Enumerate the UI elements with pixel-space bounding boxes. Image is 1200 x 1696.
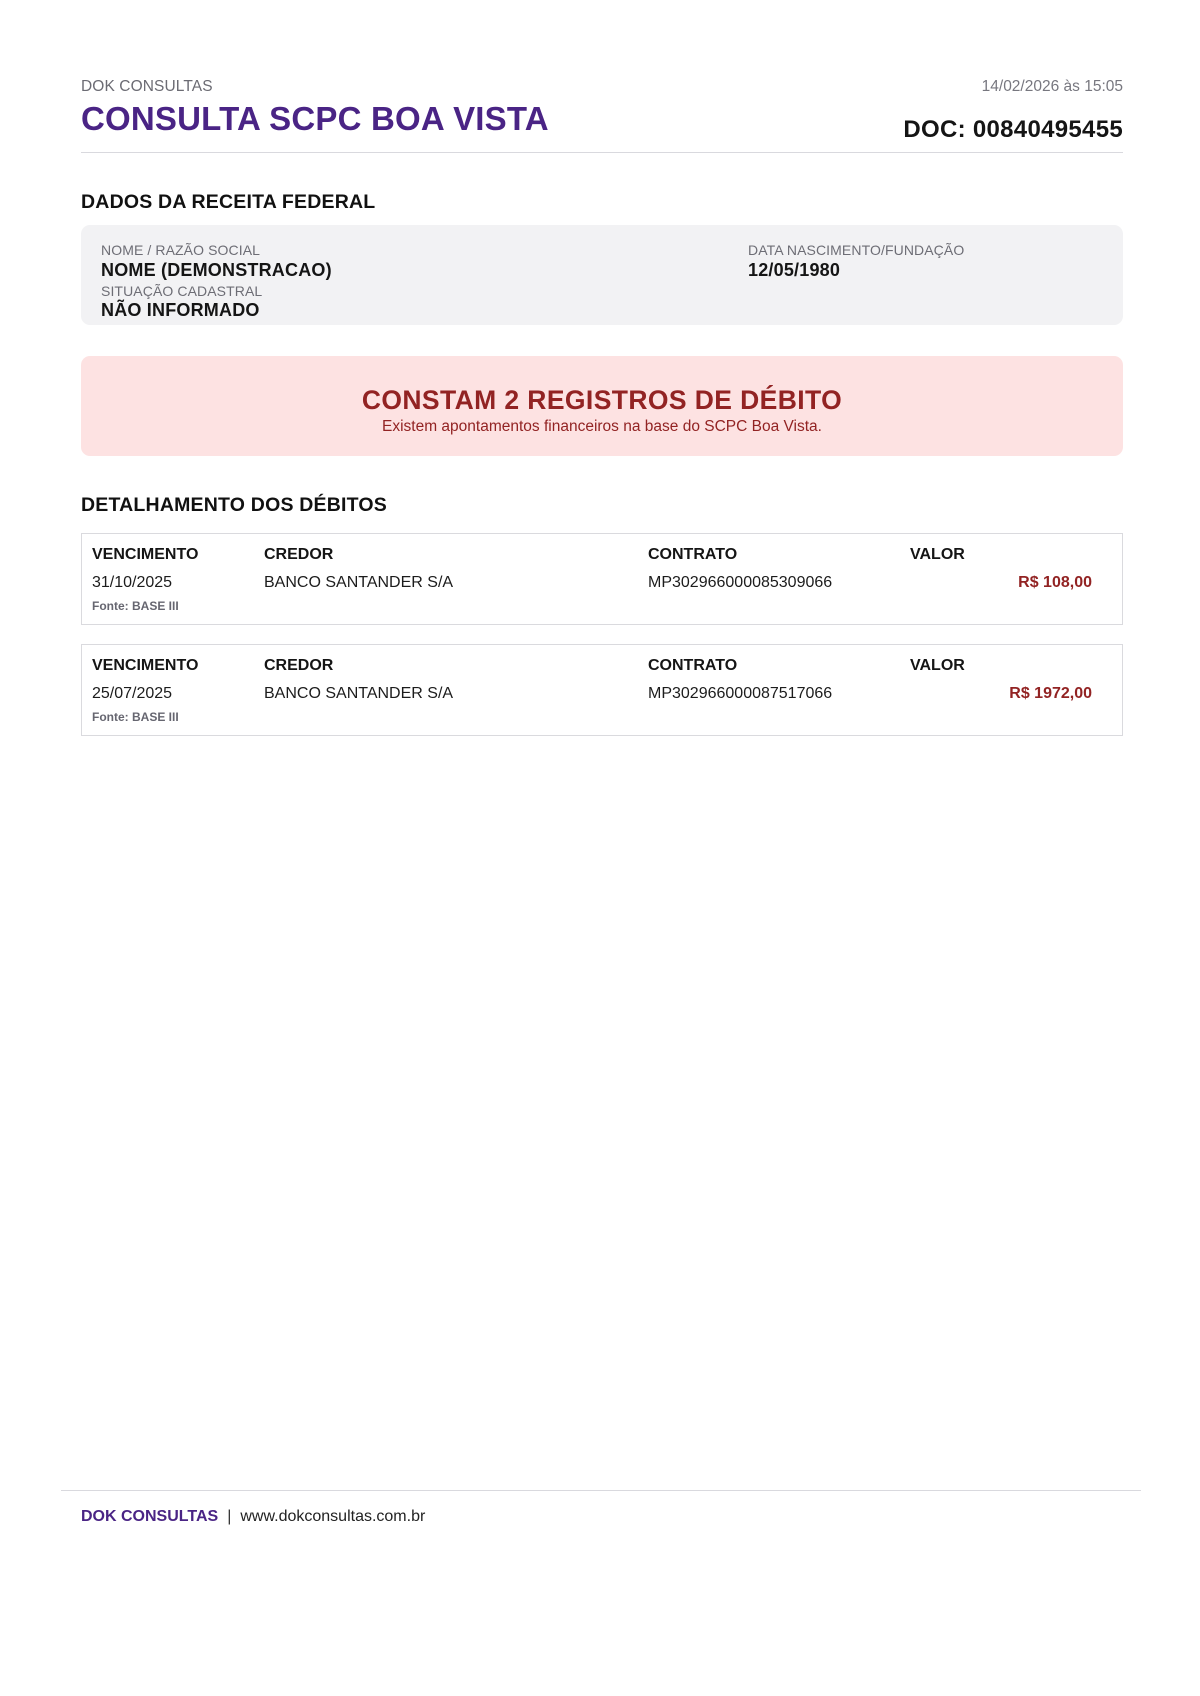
report-datetime: 14/02/2026 às 15:05 (981, 78, 1123, 95)
col-head-vencimento: VENCIMENTO (92, 657, 199, 674)
page-footer (81, 1508, 425, 1526)
col-head-credor: CREDOR (264, 657, 334, 674)
receita-info-box (81, 225, 1123, 325)
col-head-contrato: CONTRATO (648, 546, 738, 563)
debt-card (81, 644, 1123, 736)
footer-separator: | (227, 1508, 232, 1525)
debt-card (81, 533, 1123, 625)
debt-fonte: Fonte: BASE III (92, 710, 179, 724)
receita-section-title: DADOS DA RECEITA FEDERAL (81, 191, 376, 213)
name-label: NOME / RAZÃO SOCIAL (101, 242, 261, 258)
footer-url[interactable]: www.dokconsultas.com.br (240, 1508, 426, 1525)
debt-valor: R$ 108,00 (1018, 574, 1092, 591)
debt-credor: BANCO SANTANDER S/A (264, 685, 454, 702)
birth-label: DATA NASCIMENTO/FUNDAÇÃO (748, 242, 965, 258)
debt-contrato: MP302966000087517066 (648, 685, 833, 702)
debt-valor: R$ 1972,00 (1009, 685, 1092, 702)
alert-subtitle: Existem apontamentos financeiros na base do SCPC Boa Vista. (382, 418, 822, 435)
report-header (81, 76, 1123, 153)
name-value: NOME (DEMONSTRACAO) (101, 260, 332, 280)
status-label: SITUAÇÃO CADASTRAL (101, 283, 263, 299)
status-value: NÃO INFORMADO (101, 300, 260, 320)
debt-contrato: MP302966000085309066 (648, 574, 833, 591)
debt-fonte: Fonte: BASE III (92, 599, 179, 613)
debt-alert-box (81, 356, 1123, 456)
debt-credor: BANCO SANTANDER S/A (264, 574, 454, 591)
footer-brand: DOK CONSULTAS (81, 1508, 219, 1525)
col-head-valor: VALOR (910, 657, 965, 674)
col-head-valor: VALOR (910, 546, 965, 563)
debt-vencimento: 25/07/2025 (92, 685, 173, 702)
col-head-contrato: CONTRATO (648, 657, 738, 674)
footer-divider (61, 1490, 1141, 1491)
debt-vencimento: 31/10/2025 (92, 574, 173, 591)
page-title: CONSULTA SCPC BOA VISTA (81, 100, 549, 137)
doc-number: DOC: 00840495455 (903, 116, 1123, 143)
alert-title: CONSTAM 2 REGISTROS DE DÉBITO (361, 385, 843, 415)
brand-name: DOK CONSULTAS (81, 78, 213, 95)
col-head-vencimento: VENCIMENTO (92, 546, 199, 563)
birth-value: 12/05/1980 (748, 260, 841, 280)
col-head-credor: CREDOR (264, 546, 334, 563)
debts-section-title: DETALHAMENTO DOS DÉBITOS (81, 494, 387, 516)
